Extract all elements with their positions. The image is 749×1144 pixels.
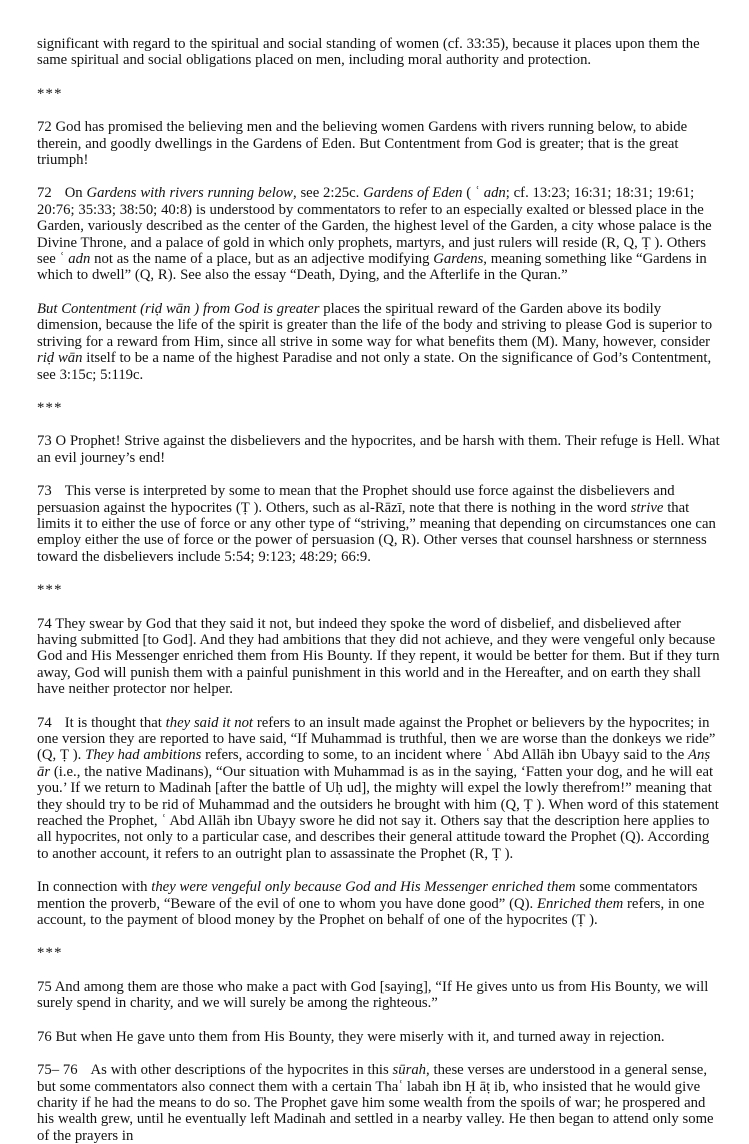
c72-text-g: , meaning something like “Gardens in which to dwell” (Q, R). See also the essay “Death, Dying, and the Afterlife in the Quran.” — [37, 251, 707, 284]
verse-75: 75 And among them are those who make a pact with God [saying], “If He gives unto us from His Bounty, we will surely spend in charity, and we will surely be among the righteous.” — [37, 978, 709, 1012]
c72p2-text-a: places the spiritual reward of the Garden above its bodily dimension, because the life of the spirit is greater than the life of the body and striving to please God is superior to striving for a reward from Him, since all strive in some way for what benefits them (M). Many, however, consider — [37, 300, 713, 350]
spacer — [37, 928, 721, 945]
c7576-text-b: , these verses are understood in a general sense, but some commentators also connect them with a certain Thaʿ labah ibn Ḥ āṭ ib, who insisted that he would give charity if he had the means to do so. The Prophet gave him some wealth from the spoils of war; he prospered and his wealth grew, until he eventually left Madinah and settled in a nearby valley. He then began to attend only some of the prayers in — [37, 1062, 714, 1144]
spacer — [37, 383, 721, 400]
spacer — [37, 416, 721, 433]
section-separator-4: *** — [37, 945, 63, 962]
commentary-72-paragraph-1 — [37, 185, 721, 283]
c72-text-f: not as the name of a place, but as an adjective modifying — [90, 251, 434, 268]
c74p2-italic-1: they were vengeful only because God and His Messenger enriched them — [151, 879, 576, 896]
spacer — [37, 1045, 721, 1062]
commentary-number-74: 74 — [37, 714, 52, 731]
c74p2-text-a: In connection with — [37, 879, 152, 896]
spacer — [37, 1012, 721, 1029]
verse-74: 74 They swear by God that they said it not, but indeed they spoke the word of disbelief, and disbelieved after having submitted [to God]. And they had ambitions that they did not achieve, and they were vengeful only because God and His Messenger enriched them from His Bounty. If they repent, it would be better for them. But if they turn away, God will punish them with a painful punishment in this world and in the Hereafter, and on earth they shall have neither protector nor helper. — [37, 615, 720, 698]
section-separator-3: *** — [37, 582, 63, 599]
c74-text-a: It is thought that — [64, 714, 166, 731]
spacer — [37, 962, 721, 979]
commentary-74-paragraph-2 — [37, 879, 721, 928]
c74p2-text-c: refers, in one account, to the payment of blood money by the Prophet on behalf of one of the hypocrites (Ṭ ). — [37, 895, 705, 929]
c74p2-text-b: some commentators mention the proverb, “Beware of the evil of one to whom you have done good” (Q). — [37, 879, 698, 912]
verse-76: 76 But when He gave unto them from His Bounty, they were miserly with it, and turned away in rejection. — [37, 1028, 665, 1045]
c74-italic-3: Anṣ ār — [37, 747, 711, 780]
commentary-73 — [37, 483, 721, 565]
verse-73: 73 O Prophet! Strive against the disbelievers and the hypocrites, and be harsh with them. Their refuge is Hell. What an evil journey’s end! — [37, 433, 720, 466]
c72-italic-1: Gardens with rivers running below — [86, 185, 293, 202]
c74-text-c: refers, according to some, to an incident where ʿ Abd Allāh ibn Ubayy said to the — [201, 747, 689, 764]
spacer — [37, 466, 721, 483]
c72p2-text-b: itself to be a name of the highest Paradise and not only a state. On the significance of God’s Contentment, see 3:15c; 5:119c. — [37, 350, 712, 383]
c73-text-a: This verse is interpreted by some to mean that the Prophet should use force against the disbelievers and persuasion against the hypocrites (Ṭ ). Others, such as al-Rāzī, note that there is nothing in the word — [37, 483, 675, 516]
commentary-74-paragraph-1 — [37, 715, 721, 863]
c74p2-italic-2: Enriched them — [537, 895, 624, 912]
c72-text-a: On — [64, 185, 87, 202]
commentary-75-76 — [37, 1062, 721, 1144]
spacer — [37, 698, 721, 715]
spacer — [37, 69, 721, 86]
section-separator-2: *** — [37, 399, 63, 416]
c74-italic-1: they said it not — [165, 714, 253, 731]
c72-text-b: , see 2:25c. — [292, 185, 364, 202]
c72-italic-4: adn — [68, 251, 91, 268]
text-column — [37, 36, 721, 1144]
c72p2-italic-1: But Contentment (riḍ wān ) from God is greater — [37, 300, 320, 317]
c73-italic-1: strive — [630, 499, 664, 516]
commentary-number-75-76: 75– 76 — [37, 1062, 78, 1079]
spacer — [37, 102, 721, 119]
c7576-italic-1: sūrah — [392, 1062, 427, 1079]
c74-italic-2: They had ambitions — [85, 747, 202, 764]
c72-italic-2: Gardens of Eden — [363, 185, 463, 202]
c7576-text-a: As with other descriptions of the hypocrites in this — [90, 1062, 393, 1079]
paragraph-continuation: significant with regard to the spiritual and social standing of women (cf. 33:35), because it places upon them the same spiritual and social obligations placed on men, including moral authority and protection. — [37, 36, 700, 69]
spacer — [37, 599, 721, 616]
c72-italic-5: Gardens — [433, 251, 484, 268]
commentary-number-72: 72 — [37, 185, 52, 202]
c74-text-d: (i.e., the native Madinans), “Our situation with Muhammad is as in the saying, ‘Fatten your dog, and he will eat you.’ If we return to Madinah [after the battle of Uḥ ud], the mighty will expel the lowly therefrom!” meaning that they should try to be rid of Muhammad and the outsiders he brought with him (Q, Ṭ ). When word of this statement reached the Prophet, ʿ Abd Allāh ibn Ubayy swore he did not say it. Others say that the description here applies to all hypocrites, not only to a particular case, and describes their general attitude toward the Prophet (Q). According to another account, it refers to an outright plan to assassinate the Prophet (R, Ṭ ). — [37, 763, 719, 862]
verse-72: 72 God has promised the believing men and the believing women Gardens with rivers running below, to abide therein, and goodly dwellings in the Gardens of Eden. But Contentment from God is greater; that is the great triumph! — [37, 119, 688, 169]
c72-text-e: ʿ — [59, 251, 69, 268]
commentary-72-paragraph-2 — [37, 301, 721, 383]
c74-text-b: refers to an insult made against the Prophet or believers by the hypocrites; in one version they are reported to have said, “If Muhammad is truthful, then we are worse than the donkeys we ride” (Q, Ṭ ). — [37, 714, 716, 764]
c72-text-c: ( ʿ — [462, 185, 484, 202]
spacer — [37, 862, 721, 879]
spacer — [37, 565, 721, 582]
section-separator-1: *** — [37, 85, 63, 102]
c72-text-d: ; cf. 13:23; 16:31; 18:31; 19:61; 20:76; 35:33; 38:50; 40:8) is understood by commentators to refer to an especially exalted or blessed place in the Garden, variously described as the center of the Garden, the highest level of the Garden, a city whose palace is the Divine Throne, and a palace of gold in which only prophets, martyrs, and just rulers will reside (R, Q, Ṭ ). Others see — [37, 185, 712, 268]
c73-text-b: that limits it to either the use of force or any other type of “striving,” meaning that depending on circumstances one can employ either the use of force or the power of persuasion (Q, R). Other verses that counsel harshness or sternness toward the disbelievers include 5:54; 9:123; 48:29; 66:9. — [37, 499, 716, 565]
c72p2-italic-2: riḍ wān — [37, 350, 83, 367]
spacer — [37, 284, 721, 301]
commentary-number-73: 73 — [37, 483, 52, 500]
c72-italic-3: adn — [483, 185, 506, 202]
spacer — [37, 168, 721, 185]
